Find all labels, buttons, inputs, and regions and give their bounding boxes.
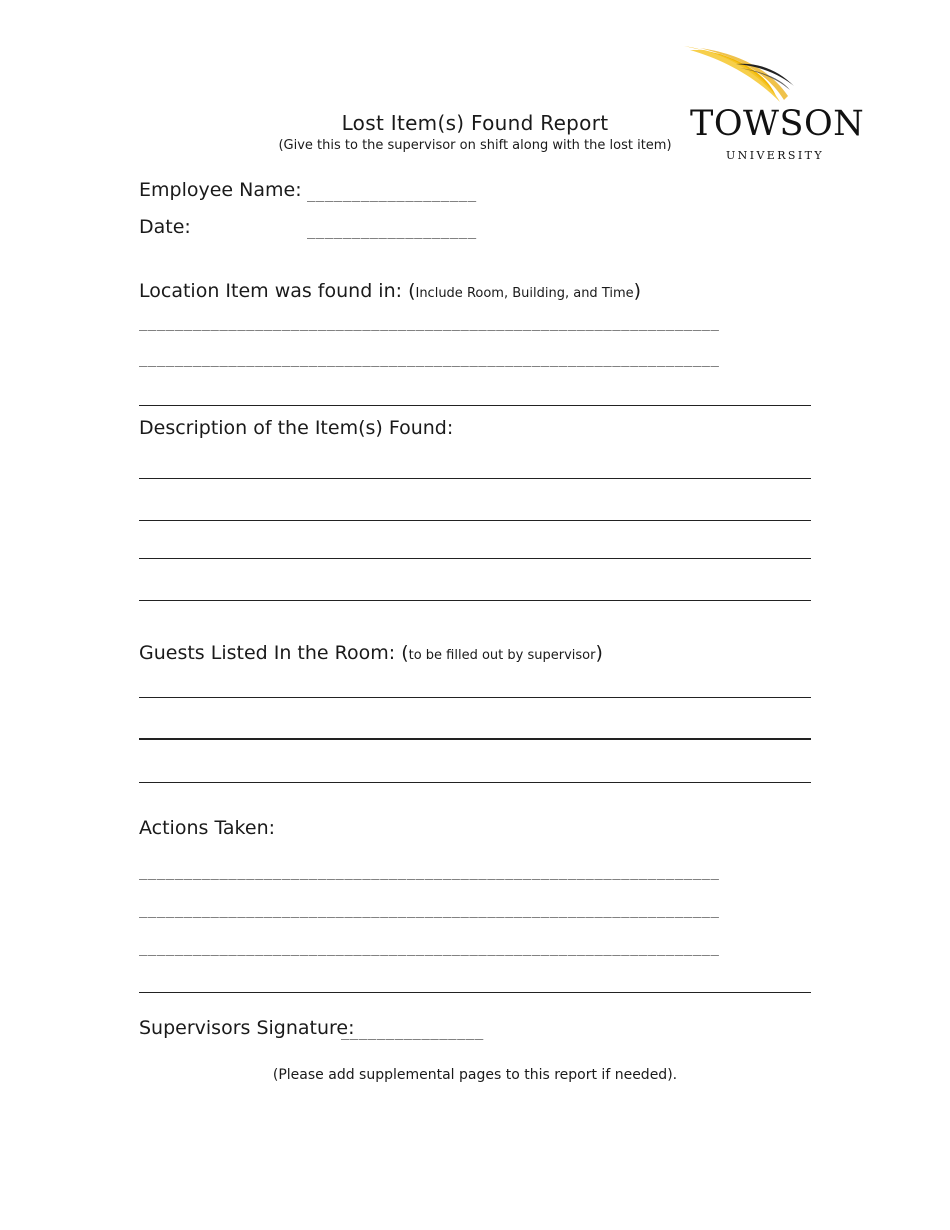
location-line-2[interactable]: _________________________________________________________________ [139,351,720,367]
signature-label: Supervisors Signature: [139,1017,355,1039]
description-line-1[interactable] [139,478,811,479]
description-line-4[interactable] [139,600,811,601]
actions-line-2[interactable]: _________________________________________________________________ [139,902,720,918]
employee-name-label: Employee Name: [139,179,302,201]
description-label: Description of the Item(s) Found: [139,417,454,439]
guests-line-2[interactable] [139,738,811,740]
location-hint: Include Room, Building, and Time [415,286,634,301]
guests-line-3[interactable] [139,782,811,783]
logo-subtitle: UNIVERSITY [726,149,824,162]
supplemental-pages-note: (Please add supplemental pages to this report if needed). [272,1067,678,1083]
date-label: Date: [139,216,191,238]
actions-label: Actions Taken: [139,817,276,839]
guests-line-1[interactable] [139,697,811,698]
description-line-3[interactable] [139,558,811,559]
signature-field[interactable]: ________________ [341,1024,484,1040]
guests-hint: to be filled out by supervisor [408,648,596,663]
location-line-1[interactable]: _________________________________________________________________ [139,315,720,331]
location-line-3[interactable] [139,405,811,406]
page-title: Lost Item(s) Found Report [341,111,609,135]
page-subtitle: (Give this to the supervisor on shift along with the lost item) [278,138,672,153]
date-field[interactable]: ___________________ [307,223,477,239]
employee-name-field[interactable]: ___________________ [307,186,477,202]
logo-wordmark: TOWSON [690,104,865,144]
actions-line-3[interactable]: _________________________________________________________________ [139,940,720,956]
guests-label: Guests Listed In the Room: (to be filled out by supervisor) [139,642,603,664]
actions-line-4[interactable] [139,992,811,993]
description-line-2[interactable] [139,520,811,521]
actions-line-1[interactable]: _________________________________________________________________ [139,864,720,880]
location-label: Location Item was found in: (Include Room, Building, and Time) [139,280,642,302]
